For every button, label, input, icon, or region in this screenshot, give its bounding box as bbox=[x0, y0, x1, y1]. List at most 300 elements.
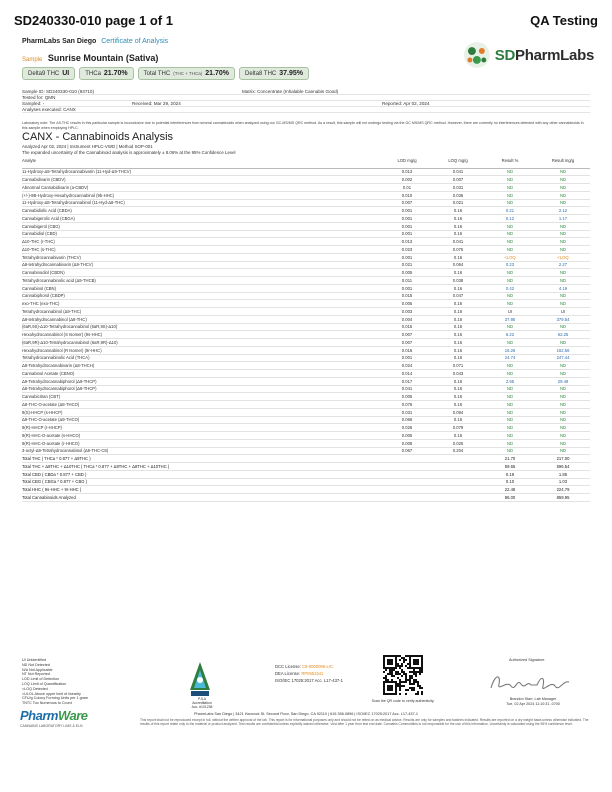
lod-value: 0.005 bbox=[382, 300, 432, 308]
lod-value: 0.004 bbox=[382, 315, 432, 323]
legend-item: TNTC Too Numerous to Count bbox=[22, 701, 72, 706]
sample-name: Sunrise Mountain (Sativa) bbox=[47, 53, 159, 63]
result-mg: 379.54 bbox=[536, 315, 590, 323]
header-result-pct: Result % bbox=[484, 156, 536, 168]
loq-value: 0.041 bbox=[432, 238, 484, 246]
analyte-name: 9(R)-HHC-O-acetate (s-HHCO) bbox=[22, 432, 382, 440]
table-row bbox=[22, 261, 590, 269]
result-percent: ND bbox=[484, 199, 536, 207]
lab-logo-text: SDPharmLabs bbox=[494, 46, 594, 64]
analyte-name: 9(R)-HHC-O-acetate (r-HHCO) bbox=[22, 439, 382, 447]
accreditation-text: PJLA Accreditation Acc. #101238 bbox=[191, 697, 213, 709]
result-percent: ND bbox=[484, 393, 536, 401]
analyte-name: Cannabidiolic Acid (CBDA) bbox=[22, 207, 382, 215]
table-row bbox=[22, 230, 590, 238]
table-row bbox=[22, 323, 590, 331]
lod-value: 0.014 bbox=[382, 370, 432, 378]
table-row bbox=[22, 253, 590, 261]
analyte-name: Cannabicitran (CBT) bbox=[22, 393, 382, 401]
result-mg: 162.56 bbox=[536, 346, 590, 354]
result-mg: 2.27 bbox=[536, 261, 590, 269]
result-percent: ND bbox=[484, 269, 536, 277]
pharmware-tagline: CANNABIS LABORATORY LIMS & ELN bbox=[20, 724, 83, 728]
lod-value: 0.017 bbox=[382, 377, 432, 385]
analyte-name: Δ8-THC-O-acetate (Δ8-THCO) bbox=[22, 401, 382, 409]
total-row bbox=[22, 470, 590, 478]
lod-value: 0.001 bbox=[382, 207, 432, 215]
sample-line bbox=[22, 53, 158, 63]
lod-value: 0.067 bbox=[382, 447, 432, 455]
result-mg: 247.44 bbox=[536, 354, 590, 362]
lab-logo bbox=[462, 38, 594, 72]
total-row bbox=[22, 463, 590, 471]
legend-item: CFU/g Colony Forming Units per 1 gram bbox=[22, 696, 88, 701]
iso-license: ISO/IEC 17025:2017 Acc. L17-437-1 bbox=[275, 677, 343, 683]
result-percent: 6.22 bbox=[484, 331, 536, 339]
lod-value: 0.007 bbox=[382, 199, 432, 207]
result-mg: ND bbox=[536, 184, 590, 192]
summary-pill-delta9: Delta9 THC UI bbox=[22, 67, 75, 80]
result-percent: 37.95 bbox=[484, 315, 536, 323]
lod-value: 0.026 bbox=[382, 424, 432, 432]
result-mg: ND bbox=[536, 277, 590, 285]
loq-value: 0.041 bbox=[432, 168, 484, 176]
qr-caption: Scan the QR code to verify authenticity. bbox=[371, 699, 435, 703]
table-row bbox=[22, 269, 590, 277]
result-mg: 4.19 bbox=[536, 284, 590, 292]
loq-value: 0.021 bbox=[432, 199, 484, 207]
result-percent: ND bbox=[484, 447, 536, 455]
lod-value bbox=[382, 463, 432, 471]
legend-item: UI Unidentified bbox=[22, 658, 47, 662]
result-percent: ND bbox=[484, 168, 536, 176]
result-mg: ND bbox=[536, 246, 590, 254]
table-body bbox=[22, 168, 590, 501]
loq-value: 0.16 bbox=[432, 230, 484, 238]
lod-value: 0.003 bbox=[382, 308, 432, 316]
header-result-mg: Result mg/g bbox=[536, 156, 590, 168]
table-row bbox=[22, 315, 590, 323]
loq-value: 0.16 bbox=[432, 308, 484, 316]
analyte-name: Abnormal Cannabidivarin (a-CBDV) bbox=[22, 184, 382, 192]
analyte-name: Δ10-THC (r-THC) bbox=[22, 238, 382, 246]
table-row bbox=[22, 300, 590, 308]
analyte-name: Hexahydrocannabinol (R Isomer) (9r-HHC) bbox=[22, 346, 382, 354]
table-row bbox=[22, 176, 590, 184]
summary-pill-total-thc: Total THC (THC + THCa) 21.70% bbox=[138, 67, 235, 80]
analyte-name: Δ9-Tetrahydrocannabiphorol (Δ9-THCP) bbox=[22, 377, 382, 385]
result-mg: <LOQ bbox=[536, 253, 590, 261]
analyte-name: Δ10-THC (s-THC) bbox=[22, 246, 382, 254]
lab-line bbox=[22, 38, 168, 45]
table-row bbox=[22, 238, 590, 246]
loq-value bbox=[432, 455, 484, 463]
analyte-name: 3-octyl-Δ9-Tetrahydrocannabinol (Δ9-THC-C8) bbox=[22, 447, 382, 455]
loq-value: 0.16 bbox=[432, 331, 484, 339]
result-percent: 0.12 bbox=[484, 215, 536, 223]
result-percent: 2.95 bbox=[484, 377, 536, 385]
license-block: DCC License: C8-0000096-LIC DEA License: RP0551541 ISO/IEC 17025:2017 Acc. L17-437-1 bbox=[275, 664, 343, 683]
analyte-name: Total CBD ( CBDa * 0.877 + CBD ) bbox=[22, 470, 382, 478]
result-percent: ND bbox=[484, 246, 536, 254]
certificate-label: Certificate of Analysis bbox=[101, 38, 169, 45]
table-row bbox=[22, 222, 590, 230]
result-mg: ND bbox=[536, 191, 590, 199]
lod-value: 0.007 bbox=[382, 339, 432, 347]
table-row bbox=[22, 377, 590, 385]
result-mg: ND bbox=[536, 385, 590, 393]
lod-value: 0.001 bbox=[382, 222, 432, 230]
total-row bbox=[22, 486, 590, 494]
handwritten-signature bbox=[487, 670, 573, 696]
table-row bbox=[22, 354, 590, 362]
table-row bbox=[22, 362, 590, 370]
result-percent: ND bbox=[484, 191, 536, 199]
lod-value: 0.001 bbox=[382, 230, 432, 238]
total-row bbox=[22, 494, 590, 502]
sample-info bbox=[22, 89, 590, 113]
analyte-name: Δ8-tetrahydrocannabinol (Δ8-THC) bbox=[22, 315, 382, 323]
lod-value: 0.002 bbox=[382, 176, 432, 184]
result-percent: ND bbox=[484, 362, 536, 370]
result-mg: 596.54 bbox=[536, 463, 590, 471]
report-id: SD240330-010 page 1 of 1 bbox=[14, 12, 173, 28]
analyte-name: 11-Hydroxy-Δ9-Tetrahydrocannabivarin (11-Hyd-Δ9-THCV) bbox=[22, 168, 382, 176]
analyte-name: Cannabidiol (CBD) bbox=[22, 230, 382, 238]
lod-value bbox=[382, 478, 432, 486]
analyte-name: Total HHC ( 9s-HHC + 9r-HHC ) bbox=[22, 486, 382, 494]
loq-value: 0.007 bbox=[432, 176, 484, 184]
loq-value: 0.16 bbox=[432, 222, 484, 230]
result-mg: ND bbox=[536, 222, 590, 230]
lod-value: 0.015 bbox=[382, 292, 432, 300]
loq-value bbox=[432, 478, 484, 486]
result-mg: ND bbox=[536, 176, 590, 184]
pharmware-logo-text: PharmWare bbox=[20, 708, 88, 723]
lod-value: 0.005 bbox=[382, 393, 432, 401]
analyte-name: 9(R)-HHCP (r-HHCP) bbox=[22, 424, 382, 432]
lod-value: 0.015 bbox=[382, 323, 432, 331]
lod-value: 0.016 bbox=[382, 346, 432, 354]
signature-label: Authorized Signature bbox=[509, 658, 545, 662]
result-percent: ND bbox=[484, 424, 536, 432]
analyte-name: Tetrahydrocannabinolic acid (Δ9-THCB) bbox=[22, 277, 382, 285]
analyte-name: Tetrahydrocannabivarin (THCV) bbox=[22, 253, 382, 261]
table-row bbox=[22, 292, 590, 300]
loq-value: 0.16 bbox=[432, 269, 484, 277]
cannabinoid-results-table bbox=[22, 156, 590, 502]
legend-item: >ULOL Above upper limit of linearity bbox=[22, 691, 81, 696]
header-lod: LOD mg/g bbox=[382, 156, 432, 168]
sampled: Sampled: - bbox=[22, 101, 45, 106]
abbreviation-legend bbox=[22, 658, 88, 706]
analyte-name: Δ8-Tetrahydrocannabivarin (Δ8-THCH) bbox=[22, 362, 382, 370]
result-percent: 0.10 bbox=[484, 478, 536, 486]
table-row bbox=[22, 401, 590, 409]
result-percent: 0.21 bbox=[484, 207, 536, 215]
result-mg: ND bbox=[536, 362, 590, 370]
sample-id: Sample ID: SD240330-010 (93710) bbox=[22, 89, 95, 94]
result-mg: ND bbox=[536, 238, 590, 246]
result-mg: ND bbox=[536, 401, 590, 409]
result-mg: ND bbox=[536, 370, 590, 378]
lod-value bbox=[382, 486, 432, 494]
laboratory-note: Laboratory note: The Δ9-THC results in this particular sample is inconclusive due to potential interferences from several cannabinoids when analyzed using our GC-MS/MS QRC method. As a result, this sample will not undergo testing via the GC MS/MS QRC method. However, there are currently no interferences detected with any other cannabinoids in this sample when employing HPLC. bbox=[22, 121, 584, 130]
table-row bbox=[22, 408, 590, 416]
loq-value: 0.043 bbox=[432, 370, 484, 378]
lod-value: 0.013 bbox=[382, 168, 432, 176]
lod-value: 0.011 bbox=[382, 277, 432, 285]
result-percent: <LOQ bbox=[484, 253, 536, 261]
lod-value bbox=[382, 455, 432, 463]
loq-value: 0.094 bbox=[432, 408, 484, 416]
result-mg: ND bbox=[536, 292, 590, 300]
lod-value: 0.005 bbox=[382, 269, 432, 277]
client-name: QA Testing bbox=[530, 12, 598, 28]
result-mg: 62.25 bbox=[536, 331, 590, 339]
lod-value: 0.001 bbox=[382, 253, 432, 261]
result-percent: UI bbox=[484, 308, 536, 316]
result-percent: ND bbox=[484, 323, 536, 331]
summary-pill-thca: THCa 21.70% bbox=[79, 67, 133, 80]
table-row bbox=[22, 184, 590, 192]
lab-name: PharmLabs San Diego bbox=[22, 38, 97, 45]
loq-value: 0.16 bbox=[432, 253, 484, 261]
analyte-name: Cannabidivarin (CBDV) bbox=[22, 176, 382, 184]
table-row bbox=[22, 277, 590, 285]
signature-icon bbox=[487, 670, 573, 696]
result-percent: 24.74 bbox=[484, 354, 536, 362]
loq-value: 0.16 bbox=[432, 339, 484, 347]
loq-value: 0.16 bbox=[432, 393, 484, 401]
legend-item: NT Not Reported bbox=[22, 672, 50, 677]
table-row bbox=[22, 370, 590, 378]
loq-value: 0.16 bbox=[432, 300, 484, 308]
analyte-name: Cannabinol Acetate (CBNO) bbox=[22, 370, 382, 378]
table-row bbox=[22, 284, 590, 292]
analyses-executed: Analyses executed: CANX bbox=[22, 107, 76, 112]
result-mg: ND bbox=[536, 447, 590, 455]
loq-value: 0.038 bbox=[432, 277, 484, 285]
table-row bbox=[22, 191, 590, 199]
loq-value: 0.16 bbox=[432, 215, 484, 223]
analyte-name: 9(S)-HHCP (s-HHCP) bbox=[22, 408, 382, 416]
loq-value: 0.16 bbox=[432, 315, 484, 323]
legend-item: LOD Limit of Detection bbox=[22, 677, 60, 682]
result-percent: 86.00 bbox=[484, 494, 536, 502]
sample-label: Sample bbox=[22, 57, 43, 63]
analyte-name: Total Cannabinoids Analyzed bbox=[22, 494, 382, 502]
table-row bbox=[22, 246, 590, 254]
loq-value: 0.075 bbox=[432, 246, 484, 254]
table-row bbox=[22, 432, 590, 440]
result-mg: ND bbox=[536, 199, 590, 207]
analyte-name: Cannabigerolic Acid (CBGA) bbox=[22, 215, 382, 223]
result-mg: ND bbox=[536, 432, 590, 440]
table-row bbox=[22, 424, 590, 432]
table-row bbox=[22, 339, 590, 347]
result-mg: UI bbox=[536, 308, 590, 316]
analyte-name: Δ8-Tetrahydrocannabiphorol (Δ8-THCP) bbox=[22, 385, 382, 393]
loq-value: 0.16 bbox=[432, 377, 484, 385]
tested-for: Tested for: QMN bbox=[22, 95, 56, 100]
footer-address: PharmLabs San Diego | 3421 Hancock St, Second Floor, San Diego, CA 92110 | 619.356.0896 | ISO/IEC 17025:2017 Acc. L17-437-1 bbox=[193, 712, 419, 716]
analyzed-line: Analyzed Apr 02, 2024 | Instrument HPLC-VWD | Method SOP-001 bbox=[22, 144, 153, 149]
loq-value: 0.16 bbox=[432, 346, 484, 354]
loq-value: 0.16 bbox=[432, 416, 484, 424]
loq-value: 0.025 bbox=[432, 439, 484, 447]
disclaimer: This report shall not be reproduced except in full, without the written approval of the lab. This report is for informational purposes only and should not be relied on as medical advice. Results are only for samples and batches indicated. Results are reported on a dry weight basis unless otherwise indicated. The results of this report relate only to the material or product analyzed. Test results are confidential unless explicitly waived otherwise. Void after 1 year from test end date. Cannabis Commodities is not responsible for the use of this information. Uncertainty is calculated using the 95% confidence level. bbox=[140, 718, 589, 726]
signatory: Brandon Starr, Lab Manager Tue, 02 Apr 2024 11:10:31 -0700 bbox=[506, 697, 560, 706]
summary-pill-delta8: Delta8 THC 37.95% bbox=[239, 67, 309, 80]
result-percent: ND bbox=[484, 292, 536, 300]
loq-value: 0.16 bbox=[432, 284, 484, 292]
total-row bbox=[22, 455, 590, 463]
loq-value: 0.16 bbox=[432, 432, 484, 440]
table-row bbox=[22, 416, 590, 424]
lod-value: 0.01 bbox=[382, 184, 432, 192]
total-row bbox=[22, 478, 590, 486]
analyte-name: Cannabinodiol (CBDN) bbox=[22, 269, 382, 277]
table-row bbox=[22, 393, 590, 401]
table-row bbox=[22, 199, 590, 207]
loq-value bbox=[432, 494, 484, 502]
legend-item: <LOQ Detected bbox=[22, 686, 48, 691]
lod-value: 0.001 bbox=[382, 215, 432, 223]
result-mg: ND bbox=[536, 393, 590, 401]
analyte-name: Tetrahydrocannabinol (Δ9-THC) bbox=[22, 308, 382, 316]
lod-value bbox=[382, 494, 432, 502]
header-loq: LOQ mg/g bbox=[432, 156, 484, 168]
table-row bbox=[22, 331, 590, 339]
result-mg: 217.00 bbox=[536, 455, 590, 463]
top-bar bbox=[14, 10, 598, 30]
loq-value: 0.079 bbox=[432, 424, 484, 432]
result-percent: 0.19 bbox=[484, 470, 536, 478]
table-row bbox=[22, 215, 590, 223]
analyte-name: Cannabiphorol (CBDP) bbox=[22, 292, 382, 300]
received: Received: Mar 29, 2024 bbox=[132, 101, 181, 106]
loq-value: 0.16 bbox=[432, 323, 484, 331]
result-percent: 21.70 bbox=[484, 455, 536, 463]
result-percent: ND bbox=[484, 385, 536, 393]
result-percent: ND bbox=[484, 439, 536, 447]
result-percent: ND bbox=[484, 339, 536, 347]
lod-value: 0.024 bbox=[382, 362, 432, 370]
result-percent: ND bbox=[484, 370, 536, 378]
result-mg: 1.17 bbox=[536, 215, 590, 223]
loq-value: 0.071 bbox=[432, 362, 484, 370]
result-mg: ND bbox=[536, 323, 590, 331]
result-percent: ND bbox=[484, 432, 536, 440]
legend-item: LOQ Limit of Quantification bbox=[22, 681, 67, 686]
lod-value bbox=[382, 470, 432, 478]
result-mg: ND bbox=[536, 439, 590, 447]
lod-value: 0.005 bbox=[382, 432, 432, 440]
dea-license: RP0551541 bbox=[301, 670, 324, 676]
lod-value: 0.066 bbox=[382, 416, 432, 424]
table-row bbox=[22, 385, 590, 393]
table-row bbox=[22, 168, 590, 176]
lod-value: 0.001 bbox=[382, 284, 432, 292]
lod-value: 0.076 bbox=[382, 401, 432, 409]
legend-item: N/A Not Applicable bbox=[22, 667, 53, 672]
lod-value: 0.008 bbox=[382, 439, 432, 447]
analyte-name: Total THC ( THCa * 0.877 + Δ9THC ) bbox=[22, 455, 382, 463]
result-percent: 0.23 bbox=[484, 261, 536, 269]
result-mg: ND bbox=[536, 416, 590, 424]
table-row bbox=[22, 439, 590, 447]
analyte-name: Tetrahydrocannabinolic Acid (THCA) bbox=[22, 354, 382, 362]
lod-value: 0.031 bbox=[382, 408, 432, 416]
loq-value: 0.036 bbox=[432, 191, 484, 199]
result-mg: ND bbox=[536, 269, 590, 277]
loq-value: 0.16 bbox=[432, 354, 484, 362]
result-mg: ND bbox=[536, 168, 590, 176]
analyte-name: (6aR,9S)-Δ10-Tetrahydrocannabinol (6aR,9S)-Δ10) bbox=[22, 323, 382, 331]
result-mg: ND bbox=[536, 339, 590, 347]
result-percent: ND bbox=[484, 184, 536, 192]
analyte-name: Hexahydrocannabinol (S Isomer) (9s-HHC) bbox=[22, 331, 382, 339]
loq-value: 0.16 bbox=[432, 207, 484, 215]
result-percent: 22.48 bbox=[484, 486, 536, 494]
loq-value: 0.064 bbox=[432, 261, 484, 269]
uncertainty-line: The expanded uncertainty of the Cannabinoid analysis is approximately ± 8.06% at the 95% Confidence Level bbox=[22, 150, 236, 155]
result-mg: ND bbox=[536, 230, 590, 238]
section-title: CANX - Cannabinoids Analysis bbox=[22, 131, 174, 143]
lod-value: 0.010 bbox=[382, 191, 432, 199]
table-row bbox=[22, 346, 590, 354]
analyte-name: Cannabinol (CBN) bbox=[22, 284, 382, 292]
loq-value: 0.16 bbox=[432, 385, 484, 393]
lod-value: 0.021 bbox=[382, 261, 432, 269]
result-percent: ND bbox=[484, 176, 536, 184]
loq-value bbox=[432, 470, 484, 478]
table-row bbox=[22, 447, 590, 455]
legend-item: ND Not Detected bbox=[22, 662, 50, 667]
lod-value: 0.013 bbox=[382, 238, 432, 246]
loq-value: 0.047 bbox=[432, 292, 484, 300]
result-percent: ND bbox=[484, 408, 536, 416]
summary-pills bbox=[22, 67, 309, 80]
loq-value bbox=[432, 463, 484, 471]
loq-value bbox=[432, 486, 484, 494]
qr-code-icon[interactable] bbox=[383, 655, 423, 695]
lod-value: 0.001 bbox=[382, 354, 432, 362]
matrix: Matrix: Concentrate (Inhalable Cannabis Good) bbox=[242, 89, 339, 94]
analyte-name: Total THC + Δ8THC + Δ10THC ( THCa * 0.877 + Δ9THC + Δ8THC + Δ10THC ) bbox=[22, 463, 382, 471]
result-percent: ND bbox=[484, 401, 536, 409]
result-percent: ND bbox=[484, 222, 536, 230]
molecule-icon bbox=[462, 40, 492, 70]
result-percent: 59.65 bbox=[484, 463, 536, 471]
result-percent: ND bbox=[484, 300, 536, 308]
header-analyte: Analyte bbox=[22, 156, 382, 168]
table-row bbox=[22, 207, 590, 215]
analyte-name: 11-Hydroxy-Δ8-Tetrahydrocannabinol (11-Hyd-Δ8-THC) bbox=[22, 199, 382, 207]
dcc-license: C8-0000096-LIC bbox=[302, 664, 333, 669]
result-mg: 29.48 bbox=[536, 377, 590, 385]
result-mg: 2.12 bbox=[536, 207, 590, 215]
analyte-name: Cannabigerol (CBG) bbox=[22, 222, 382, 230]
loq-value: 0.204 bbox=[432, 447, 484, 455]
result-mg: 859.95 bbox=[536, 494, 590, 502]
lod-value: 0.041 bbox=[382, 385, 432, 393]
analyte-name: Δ9-THC-O-acetate (Δ9-THCO) bbox=[22, 416, 382, 424]
result-mg: ND bbox=[536, 408, 590, 416]
result-percent: 0.42 bbox=[484, 284, 536, 292]
accreditation-badge-icon bbox=[188, 660, 212, 698]
